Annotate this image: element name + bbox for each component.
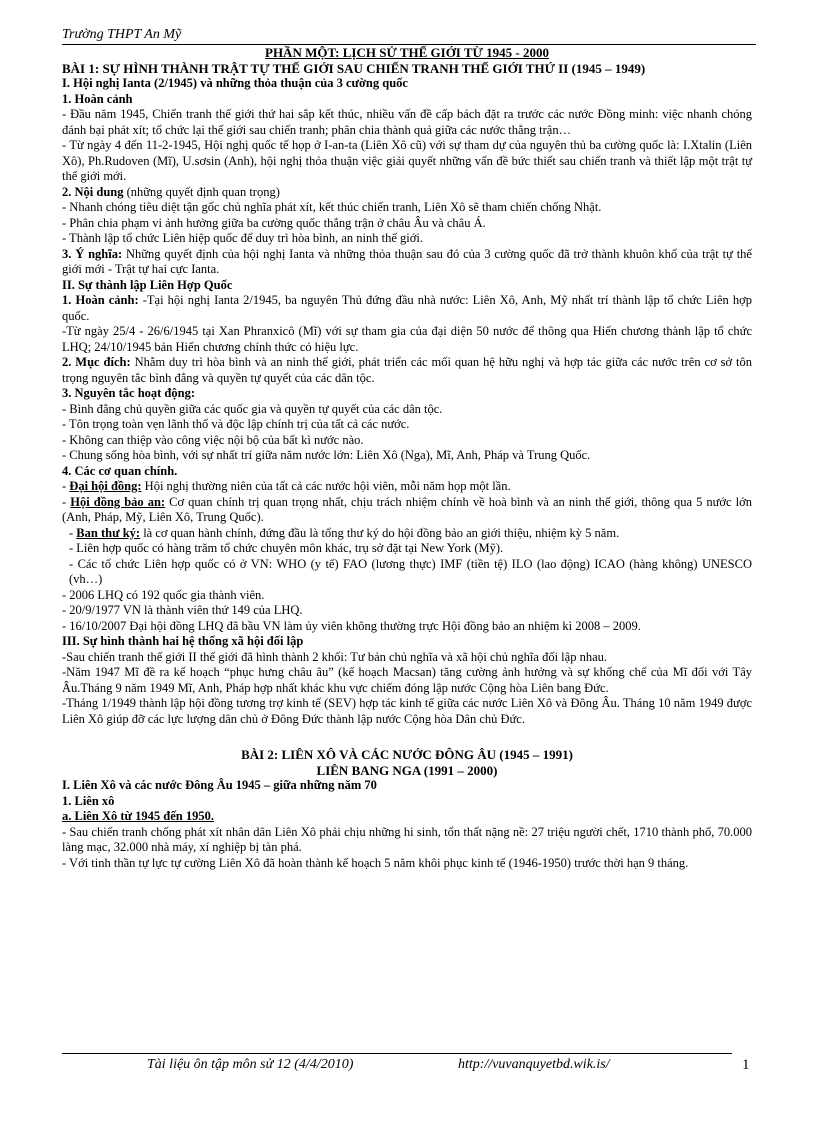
list-item: - Nhanh chóng tiêu diệt tận gốc chủ nghĩa phát xít, kết thúc chiến tranh, Liên Xô sẽ tham chiến chống Nhật.	[62, 200, 602, 214]
heading-un-context: 1. Hoàn cảnh:	[62, 293, 139, 307]
list-item: - Chung sống hòa bình, với sự nhất trí giữa năm nước lớn: Liên Xô (Nga), Mĩ, Anh, Pháp và Trung Quốc.	[62, 448, 591, 462]
list-item: - Thành lập tổ chức Liên hiệp quốc để duy trì hòa bình, an ninh thế giới.	[62, 231, 423, 245]
lesson2-title-line1: BÀI 2: LIÊN XÔ VÀ CÁC NƯỚC ĐÔNG ÂU (1945 – 1991)	[241, 747, 573, 762]
spacer	[62, 727, 752, 747]
un-context	[62, 293, 752, 324]
label-general-assembly: Đại hội đồng:	[69, 479, 142, 493]
label-security-council: Hội đồng bảo an:	[70, 494, 166, 509]
paragraph: -Từ ngày 25/4 - 26/6/1945 tại Xan Phranxicô (Mĩ) với sự tham gia của đại diện 50 nước để thông qua Hiến chương thành lập tổ chức LHQ; 24/10/1945 bản Hiến chương chính thức có hiệu lực.	[62, 324, 752, 354]
list-item: - Bình đẳng chủ quyền giữa các quốc gia và quyền tự quyết của các dân tộc.	[62, 401, 443, 416]
paragraph: - Từ ngày 4 đến 11-2-1945, Hội nghị quốc tế họp ở I-an-ta (Liên Xô cũ) với sự tham dự của nguyên thủ ba cường quốc là: I.Xtalin (Liên Xô), Ph.Rudoven (Mĩ), U.sơsin (Anh), hội nghị thỏa thuận việc giải quyết những vấn đề bức thiết sau chiến tranh và thiết lập một trật tự thế giới mới.	[62, 138, 752, 183]
lesson1-section1-title: I. Hội nghị Ianta (2/1945) và những thỏa thuận của 3 cường quốc	[62, 76, 408, 90]
heading-un-principles: 3. Nguyên tắc hoạt động:	[62, 386, 195, 400]
list-item: - Không can thiệp vào công việc nội bộ của bất kì nước nào.	[62, 432, 364, 447]
footer-doc-title: Tài liệu ôn tập môn sử 12 (4/4/2010)	[147, 1057, 354, 1072]
lesson1-title: BÀI 1: SỰ HÌNH THÀNH TRẬT TỰ THẾ GIỚI SAU CHIẾN TRANH THẾ GIỚI THỨ II (1945 – 1949)	[62, 60, 646, 76]
list-item: - 20/9/1977 VN là thành viên thứ 149 của LHQ.	[62, 603, 303, 617]
lesson1-section2-title: II. Sự thành lập Liên Hợp Quốc	[62, 277, 233, 292]
lesson2-section1-title: I. Liên Xô và các nước Đông Âu 1945 – giữa những năm 70	[62, 778, 377, 792]
header-school-name: Trường THPT An Mỹ	[62, 27, 182, 42]
un-context-text: -Tại hội nghị Ianta 2/1945, ba nguyên Thủ đứng đầu nhà nước: Liên Xô, Anh, Mỹ nhất trí thành lập tổ chức Liên hợp quốc.	[62, 293, 753, 323]
organ-general-assembly: - Đại hội đồng: Hội nghị thường niên của tất cả các nước hội viên, mỗi năm họp một lần.	[62, 479, 511, 493]
lesson1-section3-title: III. Sự hình thành hai hệ thống xã hội đối lập	[62, 634, 304, 648]
page-number: 1	[742, 1057, 750, 1073]
list-item: - Phân chia phạm vi ảnh hưởng giữa ba cường quốc thắng trận ở châu Âu và châu Á.	[62, 215, 486, 230]
paragraph: -Tháng 1/1949 thành lập hội đồng tương trợ kinh tế (SEV) hợp tác kinh tế giữa các nước Liên Xô và Đông Âu. Tháng 10 năm 1949 được Liên Xô giúp đỡ các lực lượng dân chủ ở Đông Đức thành lập nước Cộng hòa Dân chủ Đức.	[62, 696, 752, 726]
organ-text: Cơ quan chính trị quan trọng nhất, chịu trách nhiệm chính về hoà bình và an ninh thế giới, thông qua 5 nước lớn (Anh, Pháp, Mỹ, Liên Xô, Trung Quốc).	[62, 494, 752, 524]
part-title: PHẦN MỘT: LỊCH SỬ THẾ GIỚI TỪ 1945 - 2000	[265, 45, 549, 60]
list-item: - Các tổ chức Liên hợp quốc có ở VN: WHO (y tế) FAO (lương thực) IMF (tiền tệ) ILO (lao động) ICAO (hàng không) UNESCO (vh…)	[69, 556, 752, 586]
heading-content: 2. Nội dung	[62, 184, 124, 199]
heading-meaning: 3. Ý nghĩa:	[62, 246, 123, 261]
list-item: - 2006 LHQ có 192 quốc gia thành viên.	[62, 587, 265, 602]
lesson2-title-line2: LIÊN BANG NGA (1991 – 2000)	[316, 762, 498, 778]
heading-un-purpose: 2. Mục đích:	[62, 355, 131, 369]
paragraph: -Sau chiến tranh thế giới II thế giới đã hình thành 2 khối: Tư bản chủ nghĩa và xã hội chủ nghĩa đối lập nhau.	[62, 649, 607, 664]
lesson1-s1-content	[62, 185, 752, 201]
organ-text: Hội nghị thường niên của tất cả các nước hội viên, mỗi năm họp một lần.	[141, 479, 511, 493]
paragraph: - Với tinh thần tự lực tự cường Liên Xô đã hoàn thành kế hoạch 5 năm khôi phục kinh tế (1946-1950) trước thời hạn 9 tháng.	[62, 855, 689, 870]
organ-text: là cơ quan hành chính, đứng đầu là tổng thư ký do hội đồng bảo an giới thiệu, nhiệm kỳ 5 năm.	[140, 525, 620, 540]
un-purpose-text: Nhằm duy trì hòa bình và an ninh thế giới, phát triển các mối quan hệ hữu nghị và hợp tác giữa các nước trên cơ sở tôn trọng nguyên tắc bình đẳng và quyền tự quyết của các dân tộc.	[62, 355, 753, 385]
footer-url[interactable]: http://vuvanquyetbd.wik.is/	[458, 1057, 610, 1072]
lesson1-s1-heading-context: 1. Hoàn cảnh	[62, 91, 133, 106]
heading-soviet-union: 1. Liên xô	[62, 793, 115, 808]
lesson1-s1-meaning	[62, 247, 752, 278]
list-item: - Liên hợp quốc có hàng trăm tổ chức chuyên môn khác, trụ sở đặt tại New York (Mỹ).	[69, 541, 504, 555]
footer-rule	[62, 1053, 732, 1054]
list-item: - 16/10/2007 Đại hội đồng LHQ đã bầu VN làm ủy viên không thường trực Hội đồng bảo an nhiệm kì 2008 – 2009.	[62, 618, 641, 633]
heading-note: (những quyết định quan trọng)	[123, 184, 280, 199]
paragraph: - Đầu năm 1945, Chiến tranh thế giới thứ hai sắp kết thúc, nhiều vấn đề cấp bách đặt ra trước các nước Đồng minh: việc nhanh chóng đánh bại phát xít; tổ chức lại thế giới sau chiến tranh; phân chia thành quả giữa các nước thắng trận…	[62, 107, 752, 137]
list-item: - Tôn trọng toàn vẹn lãnh thổ và độc lập chính trị của tất cả các nước.	[62, 417, 410, 431]
paragraph: -Năm 1947 Mĩ đề ra kế hoạch “phục hưng châu âu” (kế hoạch Macsan) tăng cường ảnh hưởng và sự khống chế của Mĩ đối với Tây Âu.Tháng 9 năm 1949 Mĩ, Anh, Pháp hợp nhất khác khu vực chiếm đóng lập nước Cộng hòa Liên bang Đức.	[62, 665, 752, 695]
organ-security-council: - Hội đồng bảo an: Cơ quan chính trị quan trọng nhất, chịu trách nhiệm chính về hoà bình và an ninh thế giới, thông qua 5 nước lớn (Anh, Pháp, Mỹ, Liên Xô, Trung Quốc).	[62, 494, 752, 524]
heading-un-organs: 4. Các cơ quan chính.	[62, 463, 178, 478]
organ-secretariat: - Ban thư ký: là cơ quan hành chính, đứng đầu là tổng thư ký do hội đồng bảo an giới thiệu, nhiệm kỳ 5 năm.	[69, 525, 620, 540]
document-body	[62, 45, 752, 871]
meaning-text: Những quyết định của hội nghị Ianta và những thỏa thuận sau đó của 3 cường quốc đã trở thành khuôn khổ của trật tự thế giới mới - Trật tự hai cực Ianta.	[62, 246, 752, 276]
paragraph: - Sau chiến tranh chống phát xít nhân dân Liên Xô phải chịu những hi sinh, tổn thất nặng nề: 27 triệu người chết, 1710 thành phố, 70.000 làng mạc, 32.000 nhà máy, xí nghiệp bị tàn phá.	[62, 824, 752, 854]
un-purpose	[62, 355, 752, 386]
heading-soviet-1945-1950: a. Liên Xô từ 1945 đến 1950.	[62, 809, 214, 823]
label-secretariat: Ban thư ký:	[76, 525, 141, 540]
